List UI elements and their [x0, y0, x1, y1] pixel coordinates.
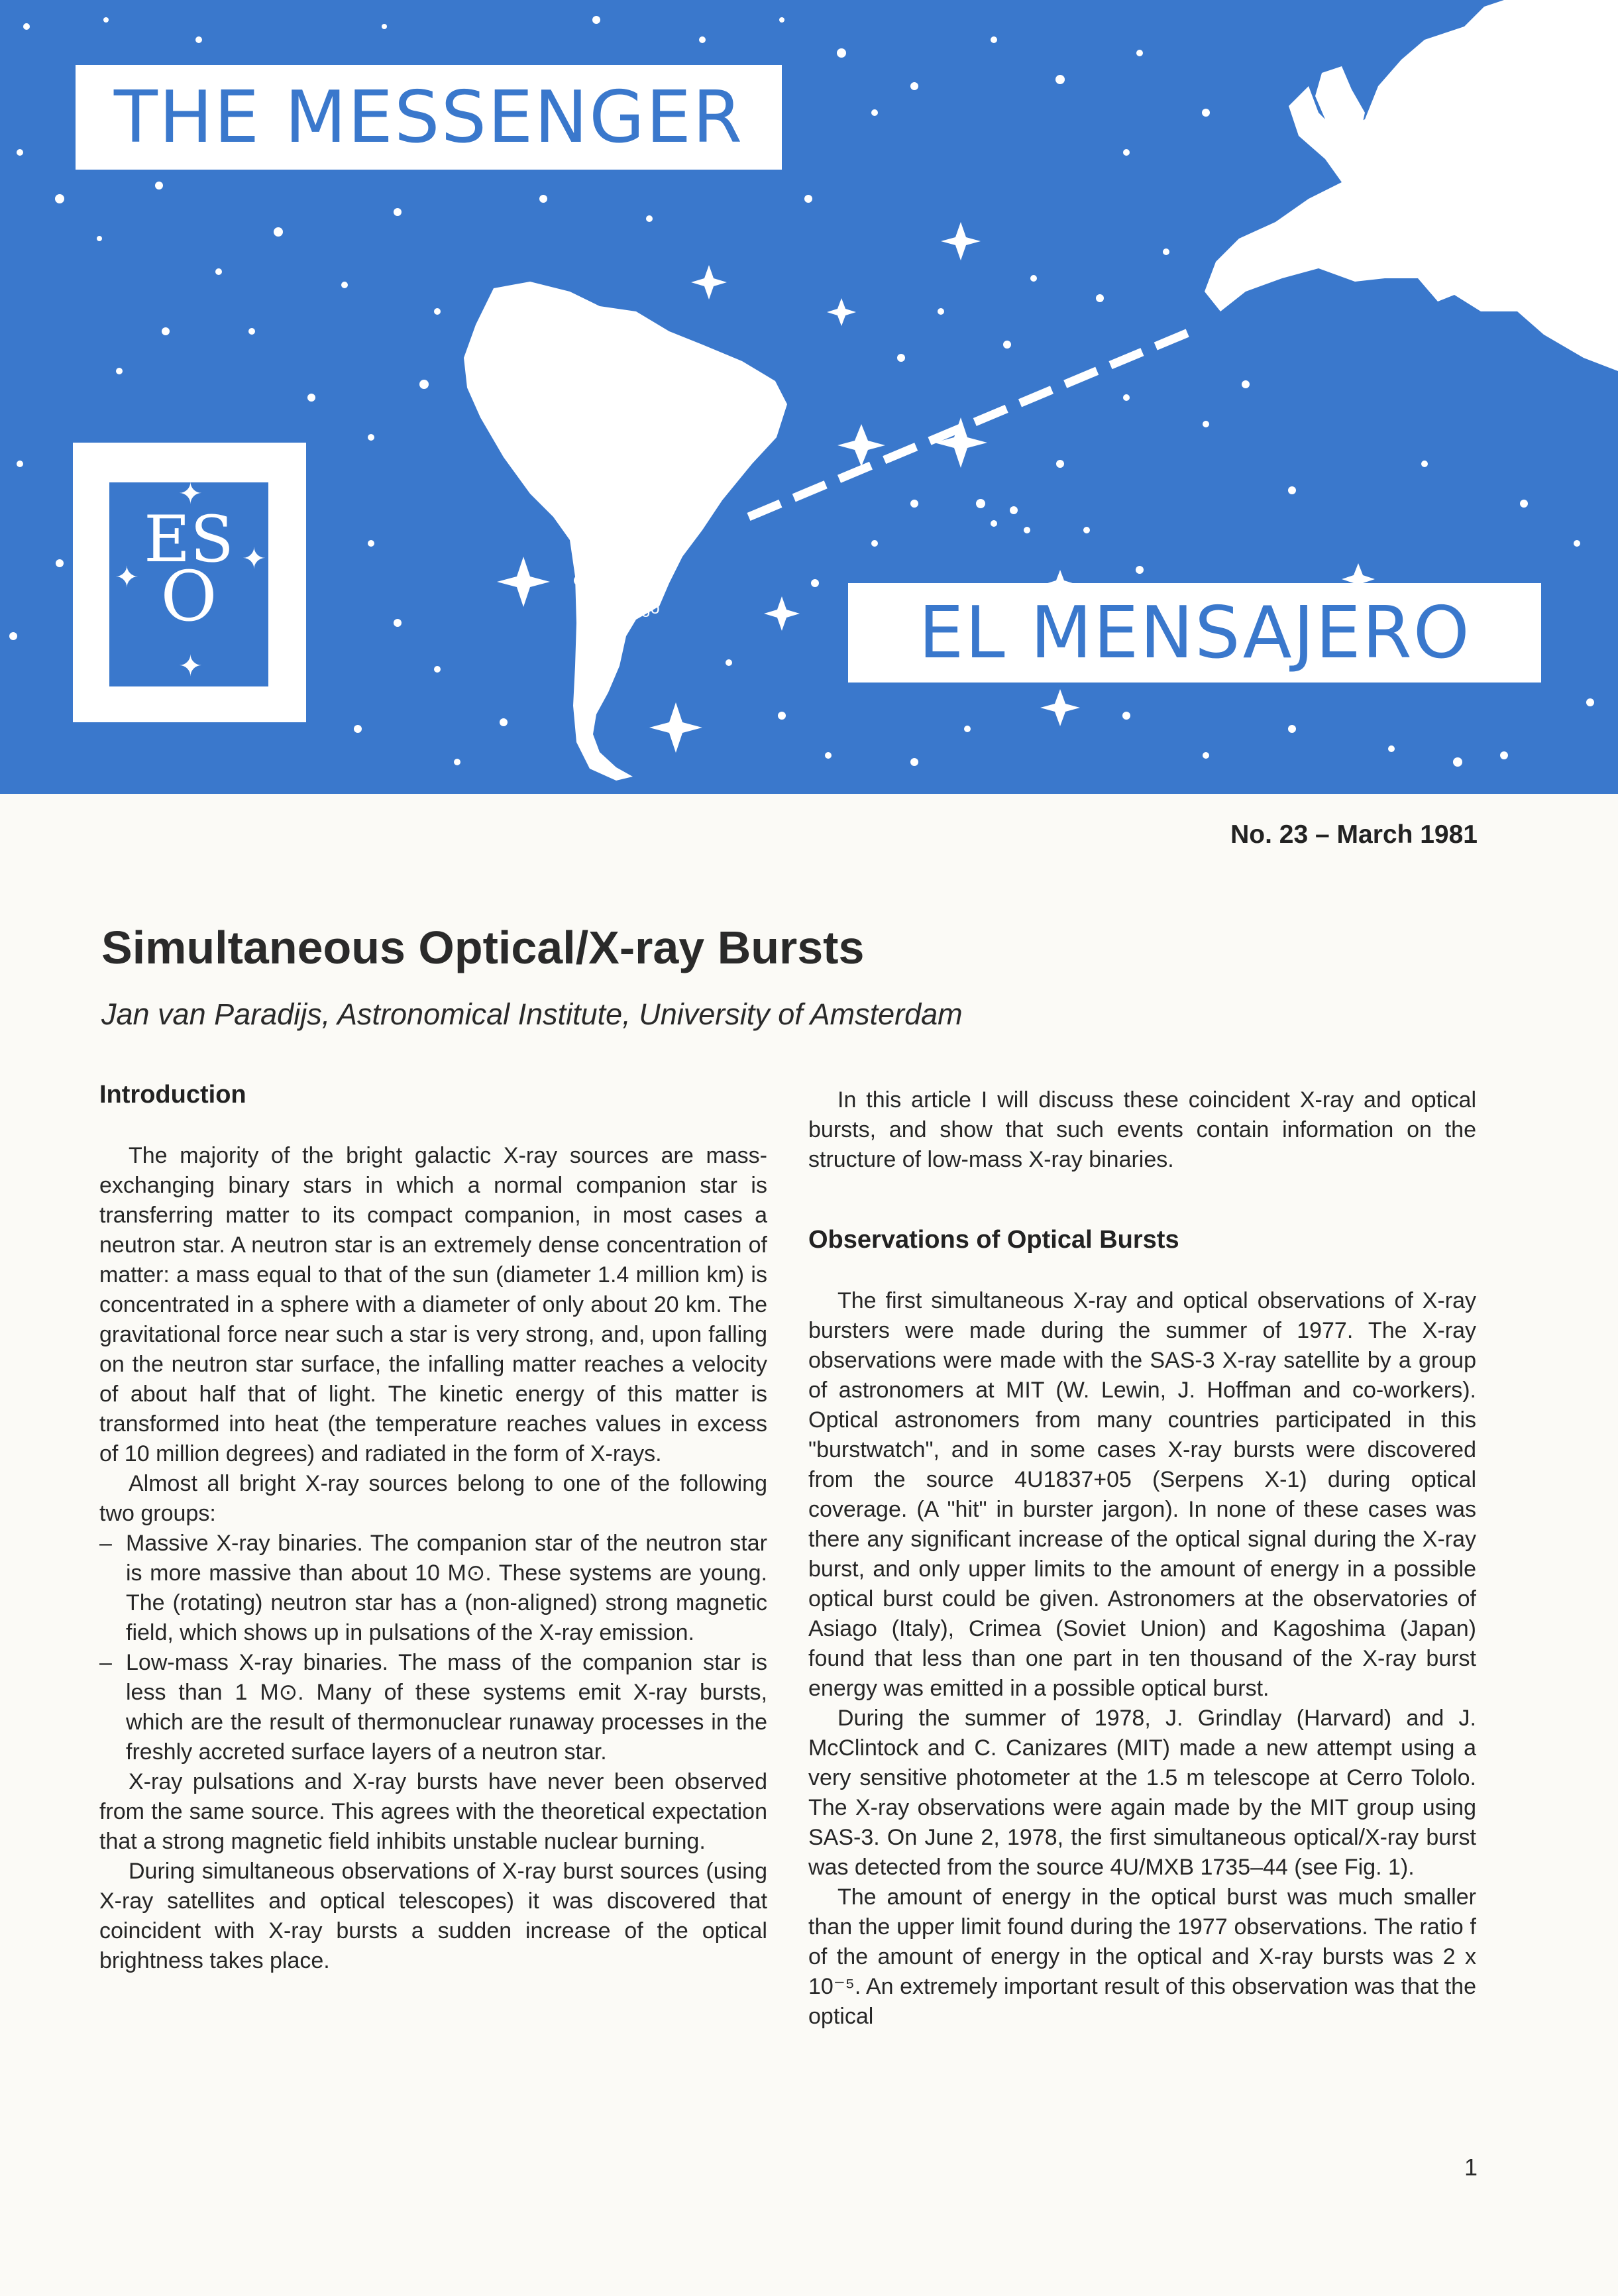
left-column — [99, 1079, 767, 1976]
location-dot-icon — [574, 557, 584, 567]
masthead-title-spanish: EL MENSAJERO — [848, 583, 1541, 683]
eso-logo-panel — [109, 477, 268, 686]
masthead-banner — [0, 0, 1618, 794]
paragraph: The amount of energy in the optical burst was much smaller than the upper limit found during the 1977 observations. The ratio f of the amount of energy in the optical and X-ray bursts was 2 x 10⁻⁵. An extremely important result of this observation was that the optical — [808, 1885, 1476, 2029]
paragraph: During simultaneous observations of X-ray burst sources (using X-ray satellites and optical telescopes) it was discovered that coincident with X-ray bursts a sudden increase of the optical brightness takes place. — [99, 1859, 767, 1973]
right-column — [808, 1085, 1476, 2032]
map-label-text: Munich — [1441, 202, 1495, 221]
map-label-santiago — [578, 599, 660, 618]
eso-logo-letter-o: O — [160, 556, 217, 637]
map-label-munich — [1425, 202, 1495, 221]
list-item: – Low-mass X-ray binaries. The mass of the companion star is less than 1 M⊙. Many of these systems emit X-ray bursts, which are the result of thermonuclear runaway processes in the freshly accreted surface layers of a neutron star. — [99, 1648, 767, 1767]
map-label-la-serena — [574, 571, 667, 590]
paragraph: Almost all bright X-ray sources belong to one of the following two groups: — [99, 1471, 767, 1526]
logo-star-icon: ✦ — [242, 542, 266, 576]
section-heading-introduction: Introduction — [99, 1081, 246, 1109]
logo-star-icon: ✦ — [115, 561, 139, 594]
page-number: 1 — [1464, 2154, 1478, 2181]
issue-number: No. 23 – March 1981 — [1230, 820, 1478, 849]
logo-star-icon: ✦ — [178, 477, 203, 511]
eso-logo-letters-es: ES — [144, 502, 234, 576]
logo-star-icon: ✦ — [178, 649, 203, 683]
paragraph: The first simultaneous X-ray and optical observations of X-ray bursters were made during the summer of 1977. The X-ray observations were made with the SAS-3 X-ray satellite by a group of astronomers at MIT (W. Lewin, J. Hoffman and co-workers). Optical astronomers from many countries participated in this "burstwatch", and in some cases X-ray bursts were discovered from the source 4U1837+05 (Serpens X-1) during optical coverage. (A "hit" in burster jargon). In none of these cases was there any significant increase of the optical signal during the X-ray burst, and only upper limits to the amount of energy in a possible optical burst could be given. Astronomers at the observatories of Asiago (Italy), Crimea (Soviet Union) and Kagoshima (Japan) found that less than one part in ten thousand of the X-ray burst energy was emitted in a possible optical burst. — [808, 1288, 1476, 1701]
article-title: Simultaneous Optical/X-ray Bursts — [101, 922, 865, 973]
location-dot-icon — [578, 604, 588, 614]
paragraph: During the summer of 1978, J. Grindlay (Harvard) and J. McClintock and C. Canizares (MIT) made a new attempt using a very sensitive photometer at the 1.5 m telescope at Cerro Tololo. The X-ray observations were again made by the MIT group using SAS-3. On June 2, 1978, the first simultaneous optical/X-ray burst was detected from the source 4U/MXB 1735–44 (see Fig. 1). — [808, 1706, 1476, 1880]
section-heading-observations: Observations of Optical Bursts — [808, 1226, 1179, 1254]
map-label-la-silla — [574, 552, 645, 571]
map-label-text: La Serena — [590, 571, 667, 589]
eso-logo — [73, 443, 306, 722]
masthead-title-english: THE MESSENGER — [76, 65, 782, 170]
list-item: – Massive X-ray binaries. The companion star of the neutron star is more massive than about 10 M⊙. These systems are young. The (rotating) neutron star has a (non-aligned) strong magnetic field, which shows up in pulsations of the X-ray emission. — [99, 1529, 767, 1648]
map-label-text: La Silla — [590, 552, 645, 571]
paragraph: The majority of the bright galactic X-ray sources are mass-exchanging binary stars in which a normal companion star is transferring matter to its compact companion, in most cases a neutron star. A neutron star is an extremely dense concentration of matter: a mass equal to that of the sun (diameter 1.4 million km) is concentrated in a sphere with a diameter of only about 20 km. The gravitational force near such a star is very strong, and, upon falling on the neutron star surface, the infalling matter reaches a velocity of about half that of light. The kinetic energy of this matter is transformed into heat (the temperature reaches values in excess of 10 million degrees) and radiated in the form of X-rays. — [99, 1143, 767, 1466]
paragraph: X-ray pulsations and X-ray bursts have never been observed from the same source. This agrees with the theoretical expectation that a strong magnetic field inhibits unstable nuclear burning. — [99, 1769, 767, 1854]
groups-list — [99, 1529, 767, 1767]
location-dot-icon — [574, 575, 584, 586]
location-dot-icon — [1425, 207, 1435, 217]
article-byline: Jan van Paradijs, Astronomical Institute, University of Amsterdam — [101, 997, 963, 1031]
paragraph: In this article I will discuss these coincident X-ray and optical bursts, and show that such events contain information on the structure of low-mass X-ray binaries. — [808, 1087, 1476, 1172]
map-label-text: Santiago — [594, 599, 660, 618]
